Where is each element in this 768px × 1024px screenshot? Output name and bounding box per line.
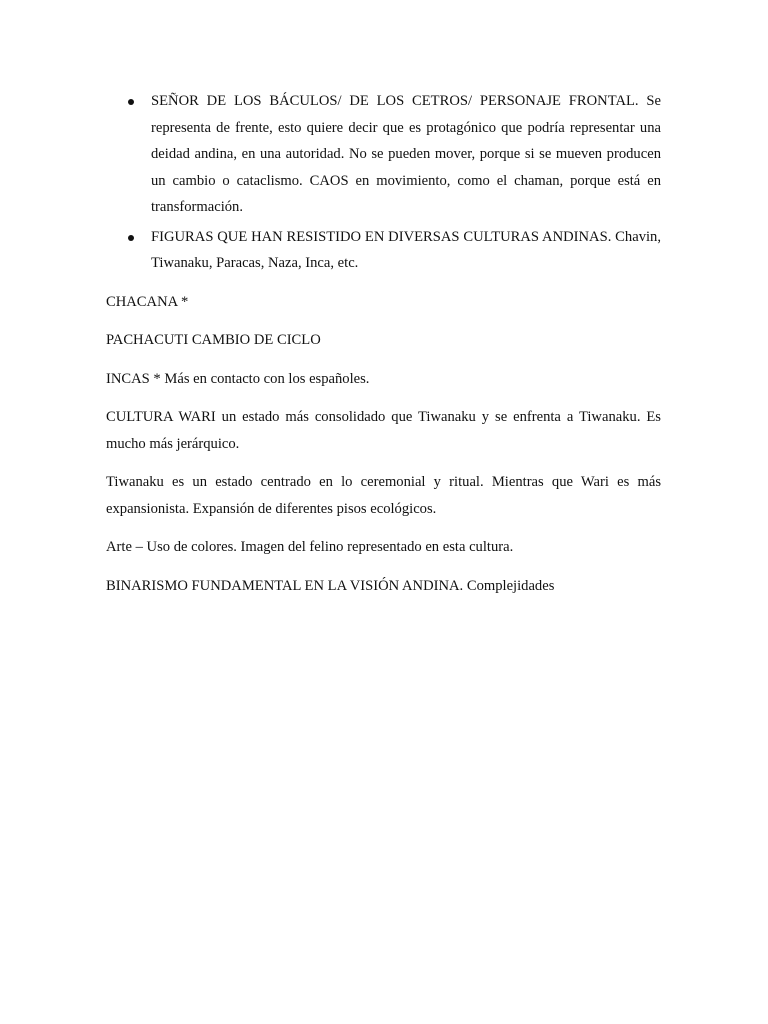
- paragraph-chacana: CHACANA *: [106, 293, 189, 310]
- bullet-list: [106, 88, 661, 277]
- paragraph-tiwanaku: Tiwanaku es un estado centrado en lo ceremonial y ritual. Mientras que Wari es más expansionista. Expansión de diferentes pisos ecológicos.: [106, 474, 661, 517]
- bullet-icon: [128, 99, 134, 105]
- bullet-item-senor-baculos: [106, 88, 661, 221]
- paragraph-pachacuti: PACHACUTI CAMBIO DE CICLO: [106, 332, 321, 348]
- document-page: [106, 88, 661, 611]
- paragraph-arte: Arte – Uso de colores. Imagen del felino representado en esta cultura.: [106, 539, 514, 555]
- bullet-item-figuras: [106, 224, 661, 277]
- bullet-text: FIGURAS QUE HAN RESISTIDO EN DIVERSAS CULTURAS ANDINAS. Chavin, Tiwanaku, Paracas, Naza, Inca, etc.: [151, 228, 661, 271]
- paragraph-list: [106, 289, 661, 600]
- paragraph-binarismo: BINARISMO FUNDAMENTAL EN LA VISIÓN ANDINA. Complejidades: [106, 577, 555, 594]
- bullet-icon: [128, 235, 134, 241]
- bullet-text: SEÑOR DE LOS BÁCULOS/ DE LOS CETROS/ PERSONAJE FRONTAL. Se representa de frente, esto quiere decir que es protagónico que podría representar una deidad andina, en una autoridad. No se pueden mover, porque si se mueven producen un cambio o cataclismo. CAOS en movimiento, como el chaman, porque está en transformación.: [151, 93, 661, 215]
- paragraph-incas: INCAS * Más en contacto con los españoles.: [106, 370, 370, 387]
- paragraph-cultura-wari: CULTURA WARI un estado más consolidado que Tiwanaku y se enfrenta a Tiwanaku. Es mucho más jerárquico.: [106, 409, 661, 452]
